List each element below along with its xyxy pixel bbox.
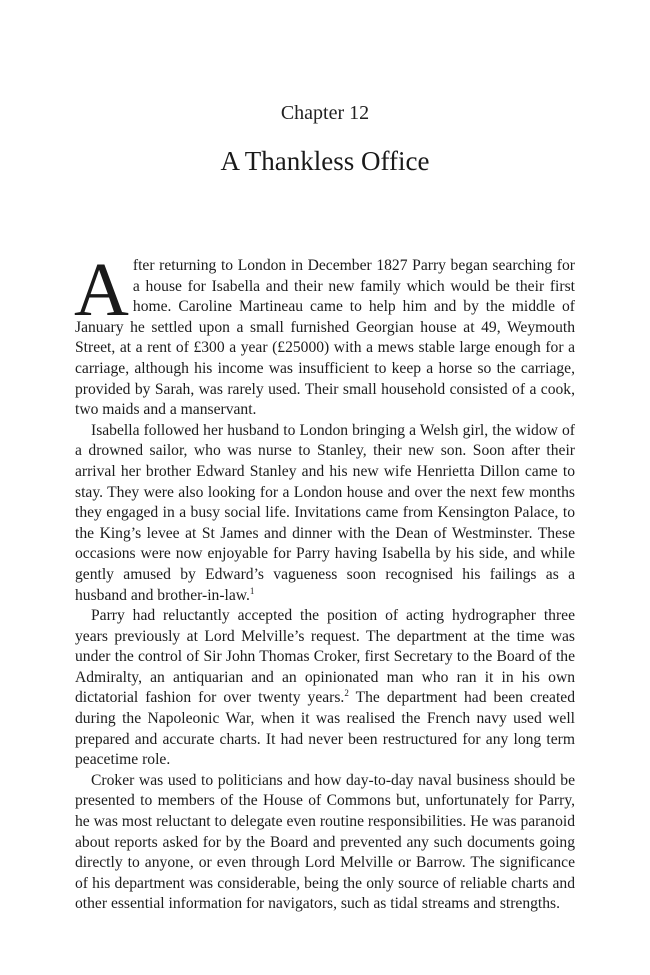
drop-cap: A bbox=[74, 248, 129, 332]
paragraph-1-text: fter returning to London in December 1827 Parry began searching for a house for Isabella and their new family which would be their first home. Caroline Martineau came to help him and by the middle of January he settled upon a small furnished Georgian house at 49, Weymouth Street, at a rent of £300 a year (£25000) with a mews stable large enough for a carriage, although his income was insufficient to keep a horse so the carriage, provided by Sarah, was rarely used. Their small household consisted of a cook, two maids and a manservant. bbox=[75, 257, 575, 419]
footnote-marker-1: 1 bbox=[249, 585, 255, 596]
paragraph-3-text-before: Parry had reluctantly accepted the position of acting hydrographer three years previously at Lord Melville’s request. The department at the time was under the control of Sir John Thomas Croker, first Secretary to the Board of the Admiralty, an antiquarian and an opinionated man who ran it in his own dictatorial fashion for over twenty years. bbox=[75, 607, 575, 707]
chapter-body bbox=[74, 248, 575, 915]
paragraph-3-text-after: The department had been created during the Napoleonic War, when it was realised the French navy used well prepared and accurate charts. It had never been restructured for any long term peacetime role. bbox=[75, 689, 575, 769]
paragraph-2-text: Isabella followed her husband to London bringing a Welsh girl, the widow of a drowned sailor, who was nurse to Stanley, their new son. Soon after their arrival her brother Edward Stanley and his new wife Henrietta Dillon came to stay. They were also looking for a London house and over the next few months they engaged in a busy social life. Invitations came from Kensington Palace, to the King’s levee at St James and dinner with the Dean of Westminster. These occasions were now enjoyable for Parry having Isabella by his side, and while gently amused by Edward’s vagueness soon recognised his failings as a husband and brother-in-law. bbox=[75, 421, 575, 604]
paragraph-4-text: Croker was used to politicians and how day-to-day naval business should be presented to members of the House of Commons but, unfortunately for Parry, he was most reluctant to delegate even routine responsibilities. He was paranoid about reports asked for by the Board and prevented any such documents going directly to anyone, or even through Lord Melville or Barrow. The significance of his department was considerable, being the only source of reliable charts and other essential information for navigators, such as tidal streams and strengths. bbox=[75, 771, 575, 913]
chapter-number: Chapter 12 bbox=[280, 102, 370, 124]
footnote-marker-2: 2 bbox=[344, 688, 349, 699]
chapter-title: A Thankless Office bbox=[220, 146, 430, 176]
paragraph-3 bbox=[75, 606, 575, 771]
paragraph-1 bbox=[74, 248, 575, 421]
paragraph-2 bbox=[75, 421, 575, 606]
paragraph-4 bbox=[75, 771, 575, 915]
